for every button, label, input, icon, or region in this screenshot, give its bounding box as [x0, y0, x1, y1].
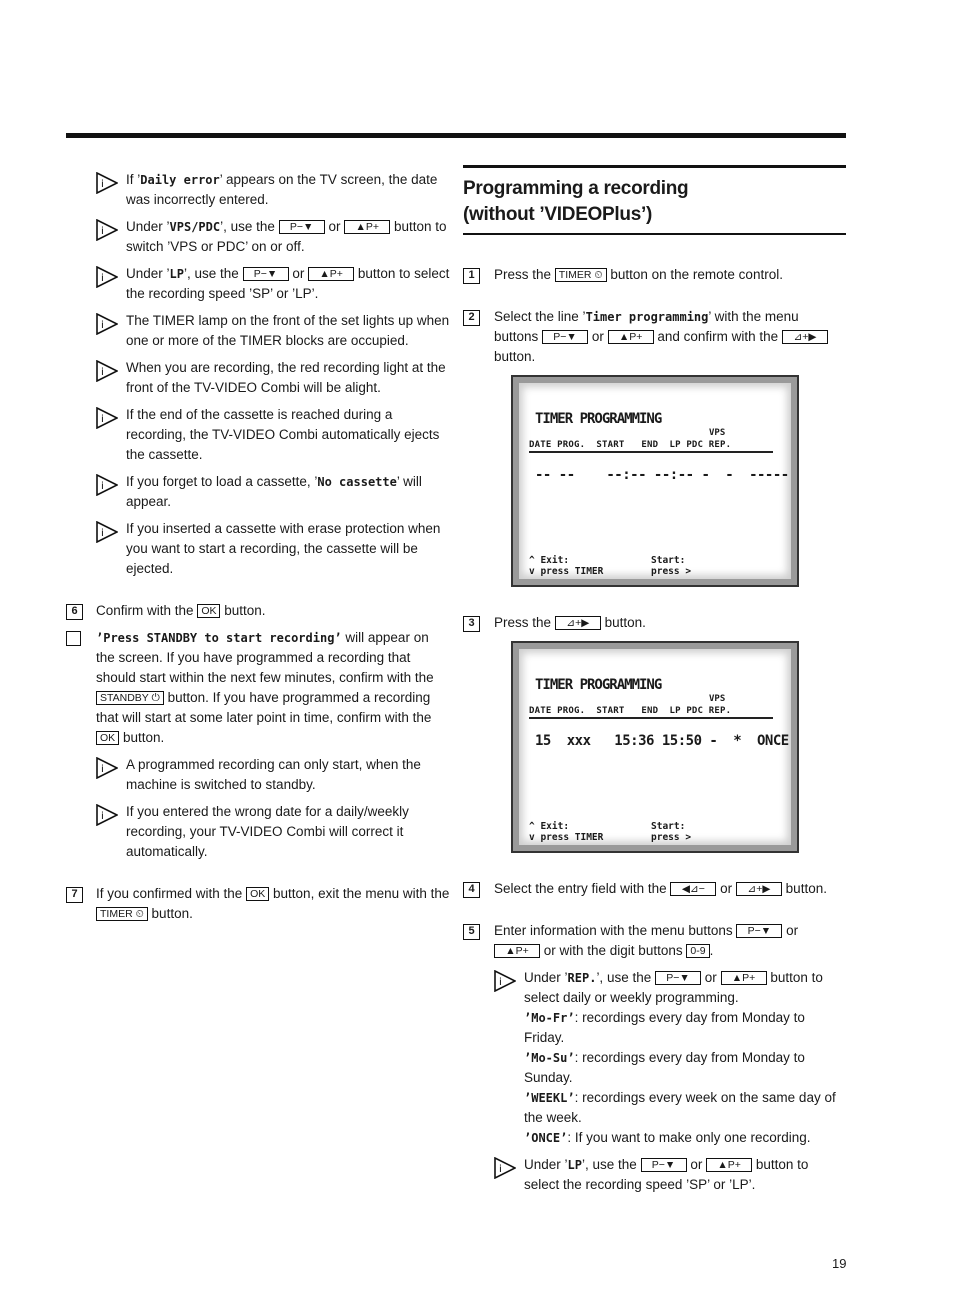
svg-text:i: i [101, 481, 104, 492]
ok-button[interactable]: OK [197, 604, 220, 618]
step-number: 7 [66, 887, 83, 903]
info-icon [96, 172, 118, 194]
svg-text:i: i [499, 977, 502, 988]
ok-button[interactable]: OK [246, 887, 269, 901]
right-step-5: 5 Enter information with the menu buttons P−▼ or ▲P+ or with the digit buttons 0-9 . [463, 921, 846, 961]
info-icon [96, 219, 118, 241]
screen-title: TIMER PROGRAMMING [535, 411, 662, 427]
digit-buttons[interactable]: 0-9 [686, 944, 709, 958]
step-number: 3 [463, 616, 480, 632]
p-plus-button[interactable]: ▲P+ [308, 267, 354, 281]
screen-start-hint: Start: press > [651, 555, 692, 577]
note-timer-lamp: i The TIMER lamp on the front of the set lights up when one or more of the TIMER blocks are occupied. [66, 311, 451, 351]
svg-text:i: i [101, 528, 104, 539]
note-lp: i Under ’LP’, use the P−▼ or ▲P+ button to select the recording speed ’SP’ or ’LP’. [66, 264, 451, 304]
screen-title: TIMER PROGRAMMING [535, 677, 662, 693]
timer-button[interactable]: TIMER ⏲ [96, 907, 148, 921]
info-icon [96, 313, 118, 335]
p-minus-button[interactable]: P−▼ [279, 220, 325, 234]
right-step-3: 3 Press the ⊿+▶ button. [463, 613, 846, 633]
right-step-2: 2 Select the line ’Timer programming’ with the menu buttons P−▼ or ▲P+ and confirm with the ⊿+▶ button. [463, 307, 846, 367]
right-arrow-button[interactable]: ⊿+▶ [555, 616, 601, 630]
p-minus-button[interactable]: P−▼ [655, 971, 701, 985]
step-number: 4 [463, 882, 480, 898]
tv-screen-1 [511, 375, 799, 587]
note-standby-start: i A programmed recording can only start, when the machine is switched to standby. [66, 755, 451, 795]
screen-entry-row: 15 xxx 15:36 15:50 - * ONCE [535, 733, 789, 749]
info-icon [96, 407, 118, 429]
standby-button[interactable]: STANDBY ⏻ [96, 691, 164, 705]
screen-vps-label: VPS [709, 694, 726, 704]
checkbox-square [66, 631, 81, 646]
info-icon [96, 474, 118, 496]
right-step-1: 1 Press the TIMER ⏲ button on the remote control. [463, 265, 846, 285]
screen-divider [529, 717, 773, 719]
info-icon [96, 804, 118, 826]
tv-screen-display [519, 383, 791, 579]
rep-option-mosu: ’Mo-Su’: recordings every day from Monday to Sunday. [524, 1050, 805, 1085]
p-plus-button[interactable]: ▲P+ [344, 220, 390, 234]
svg-text:i: i [101, 764, 104, 775]
page-number: 19 [832, 1256, 847, 1271]
right-arrow-button[interactable]: ⊿+▶ [736, 882, 782, 896]
note-vps-pdc: i Under ’VPS/PDC’, use the P−▼ or ▲P+ button to switch ’VPS or PDC’ on or off. [66, 217, 451, 257]
top-rule [66, 133, 846, 138]
p-minus-button[interactable]: P−▼ [736, 924, 782, 938]
p-plus-button[interactable]: ▲P+ [721, 971, 767, 985]
svg-text:i: i [101, 226, 104, 237]
screen-column-headers: DATE PROG. START END LP PDC REP. [529, 706, 732, 716]
timer-button[interactable]: TIMER ⏲ [555, 268, 607, 282]
screen-vps-label: VPS [709, 428, 726, 438]
svg-text:i: i [101, 320, 104, 331]
svg-text:i: i [101, 811, 104, 822]
svg-text:i: i [101, 414, 104, 425]
tv-screen-2 [511, 641, 799, 853]
ok-button[interactable]: OK [96, 731, 119, 745]
screen-exit-hint: ^ Exit: v press TIMER [529, 555, 604, 577]
rep-option-weekl: ’WEEKL’: recordings every week on the same day of the week. [524, 1090, 836, 1125]
left-arrow-button[interactable]: ◀⊿− [670, 882, 716, 896]
svg-text:i: i [101, 367, 104, 378]
left-column [66, 170, 451, 931]
info-icon [494, 970, 516, 992]
note-erase-protection: i If you inserted a cassette with erase protection when you want to start a recording, the cassette will be ejected. [66, 519, 451, 579]
info-icon [96, 521, 118, 543]
step-number: 5 [463, 924, 480, 940]
p-plus-button[interactable]: ▲P+ [608, 330, 654, 344]
rep-option-mofr: ’Mo-Fr’: recordings every day from Monday to Friday. [524, 1010, 805, 1045]
info-icon [494, 1157, 516, 1179]
screen-entry-row: -- -- --:-- --:-- - - ----- [535, 467, 789, 483]
heading-line-2: (without ’VIDEOPlus’) [463, 204, 652, 225]
step-number: 2 [463, 310, 480, 326]
screen-divider [529, 451, 773, 453]
svg-text:i: i [499, 1164, 502, 1175]
right-step-4: 4 Select the entry field with the ◀⊿− or ⊿+▶ button. [463, 879, 846, 899]
note-wrong-date: i If you entered the wrong date for a daily/weekly recording, your TV-VIDEO Combi will correct it automatically. [66, 802, 451, 862]
info-icon [96, 266, 118, 288]
info-icon [96, 757, 118, 779]
svg-text:i: i [101, 273, 104, 284]
heading-line-1: Programming a recording [463, 178, 689, 199]
note-daily-error: i If ’Daily error’ appears on the TV screen, the date was incorrectly entered. [66, 170, 451, 210]
p-minus-button[interactable]: P−▼ [641, 1158, 687, 1172]
section-heading [463, 165, 846, 235]
step-standby: ’Press STANDBY to start recording’ will appear on the screen. If you have programmed a recording that should start within the next few minutes, confirm with the STANDBY ⏻ button. If you have programmed a recording that will start at some later point in time, confirm with the OK button. [66, 628, 451, 748]
step-6: 6 Confirm with the OK button. [66, 601, 451, 621]
p-minus-button[interactable]: P−▼ [542, 330, 588, 344]
p-minus-button[interactable]: P−▼ [243, 267, 289, 281]
step-number: 1 [463, 268, 480, 284]
right-column [463, 165, 846, 1202]
note-no-cassette: i If you forget to load a cassette, ’No cassette’ will appear. [66, 472, 451, 512]
note-lp-right: i Under ’LP’, use the P−▼ or ▲P+ button to select the recording speed ’SP’ or ’LP’. [463, 1155, 846, 1195]
step-7: 7 If you confirmed with the OK button, exit the menu with the TIMER ⏲ button. [66, 884, 451, 924]
svg-text:i: i [101, 179, 104, 190]
step-number: 6 [66, 604, 83, 620]
p-plus-button[interactable]: ▲P+ [706, 1158, 752, 1172]
info-icon [96, 360, 118, 382]
screen-start-hint: Start: press > [651, 821, 692, 843]
p-plus-button[interactable]: ▲P+ [494, 944, 540, 958]
tv-screen-display [519, 649, 791, 845]
note-recording-light: i When you are recording, the red recording light at the front of the TV-VIDEO Combi will be alight. [66, 358, 451, 398]
screen-column-headers: DATE PROG. START END LP PDC REP. [529, 440, 732, 450]
screen-exit-hint: ^ Exit: v press TIMER [529, 821, 604, 843]
rep-option-once: ’ONCE’: If you want to make only one recording. [524, 1130, 811, 1145]
note-rep: i Under ’REP.’, use the P−▼ or ▲P+ button to select daily or weekly programming. ’Mo-Fr’: recordings every day from Monday to Friday. ’Mo-Su’: recordings every day from Monday to Sunday. ’WEEKL’: recordings every week on the same day of the week. ’ONCE’: If you want to make only one recording. [463, 968, 846, 1148]
note-cassette-end: i If the end of the cassette is reached during a recording, the TV-VIDEO Combi automatically ejects the cassette. [66, 405, 451, 465]
right-arrow-button[interactable]: ⊿+▶ [782, 330, 828, 344]
